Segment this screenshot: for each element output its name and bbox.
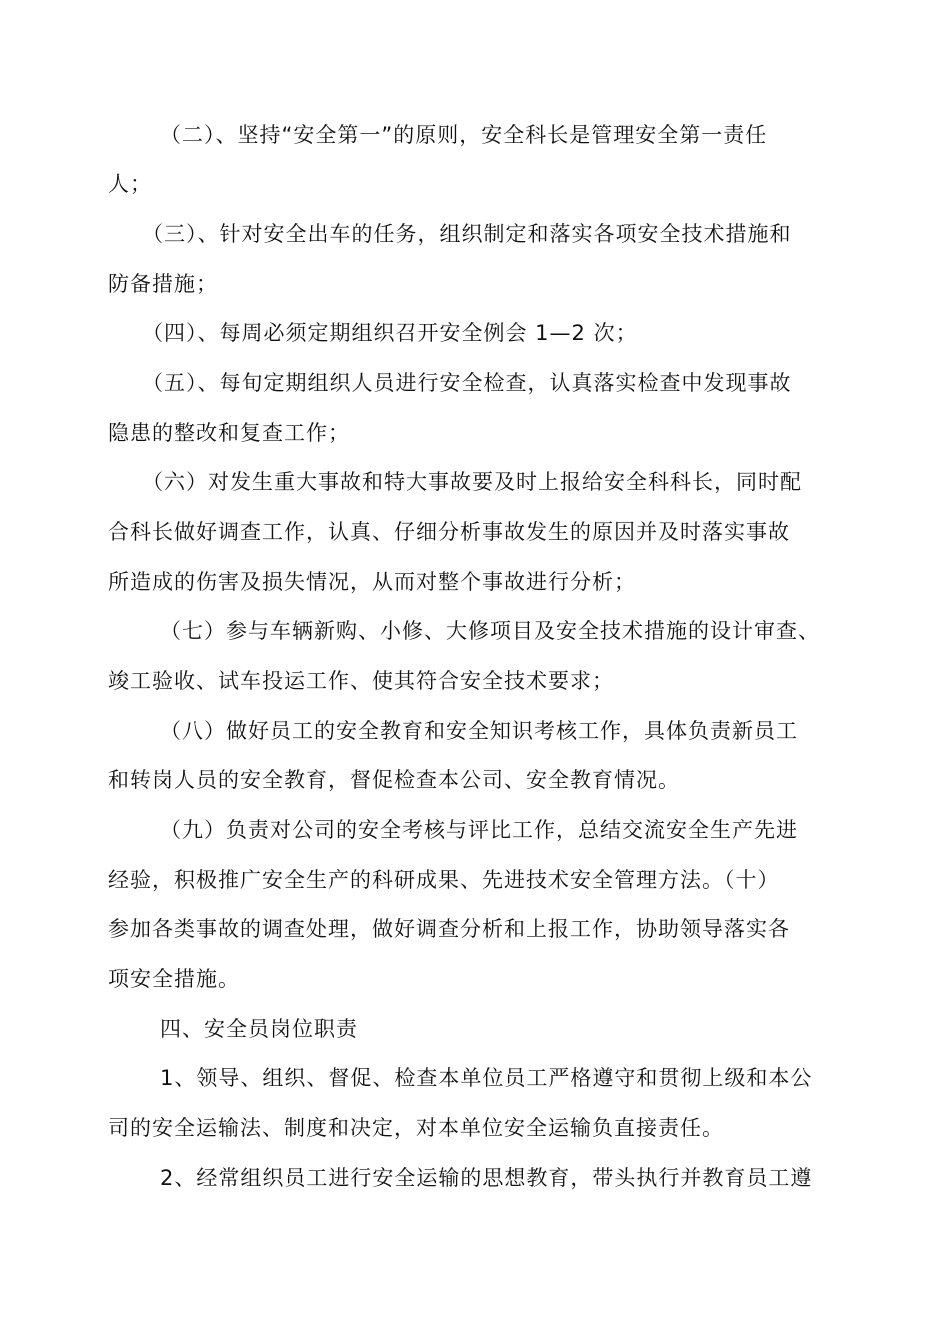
- text-line: 1、领导、组织、督促、检查本单位员工严格遵守和贯彻上级和本公: [160, 1066, 813, 1090]
- text-line: （二）、坚持“安全第一”的原则，安全科长是管理安全第一责任: [160, 123, 768, 147]
- text-line: 合科长做好调查工作，认真、仔细分析事故发生的原因并及时落实事故: [108, 520, 790, 544]
- text-line: （四）、每周必须定期组织召开安全例会 1—2 次；: [142, 321, 638, 345]
- text-line: 经验，积极推广安全生产的科研成果、先进技术安全管理方法。（十）: [108, 868, 780, 892]
- text-line: （五）、每旬定期组织人员进行安全检查，认真落实检查中发现事故: [142, 371, 792, 395]
- text-line: 所造成的伤害及损失情况，从而对整个事故进行分析；: [108, 570, 636, 594]
- text-line: 人；: [108, 172, 152, 196]
- text-line: （六）对发生重大事故和特大事故要及时上报给安全科科长，同时配: [142, 470, 802, 494]
- text-line: （八）做好员工的安全教育和安全知识考核工作，具体负责新员工: [160, 719, 798, 743]
- text-line: 防备措施；: [108, 272, 218, 296]
- section-heading: 四、安全员岗位职责: [160, 1017, 358, 1041]
- text-line: 和转岗人员的安全教育，督促检查本公司、安全教育情况。: [108, 768, 680, 792]
- text-line: 隐患的整改和复查工作；: [108, 421, 350, 445]
- text-line: （三）、针对安全出车的任务，组织制定和落实各项安全技术措施和: [142, 222, 792, 246]
- text-line: （七）参与车辆新购、小修、大修项目及安全技术措施的设计审查、: [160, 619, 820, 643]
- text-line: 司的安全运输法、制度和决定，对本单位安全运输负直接责任。: [108, 1116, 724, 1140]
- text-line: （九）负责对公司的安全考核与评比工作，总结交流安全生产先进: [160, 818, 798, 842]
- text-line: 项安全措施。: [108, 967, 240, 991]
- text-line: 参加各类事故的调查处理，做好调查分析和上报工作，协助领导落实各: [108, 917, 790, 941]
- text-line: 2、经常组织员工进行安全运输的思想教育，带头执行并教育员工遵: [160, 1166, 813, 1190]
- text-line: 竣工验收、试车投运工作、使其符合安全技术要求；: [108, 669, 614, 693]
